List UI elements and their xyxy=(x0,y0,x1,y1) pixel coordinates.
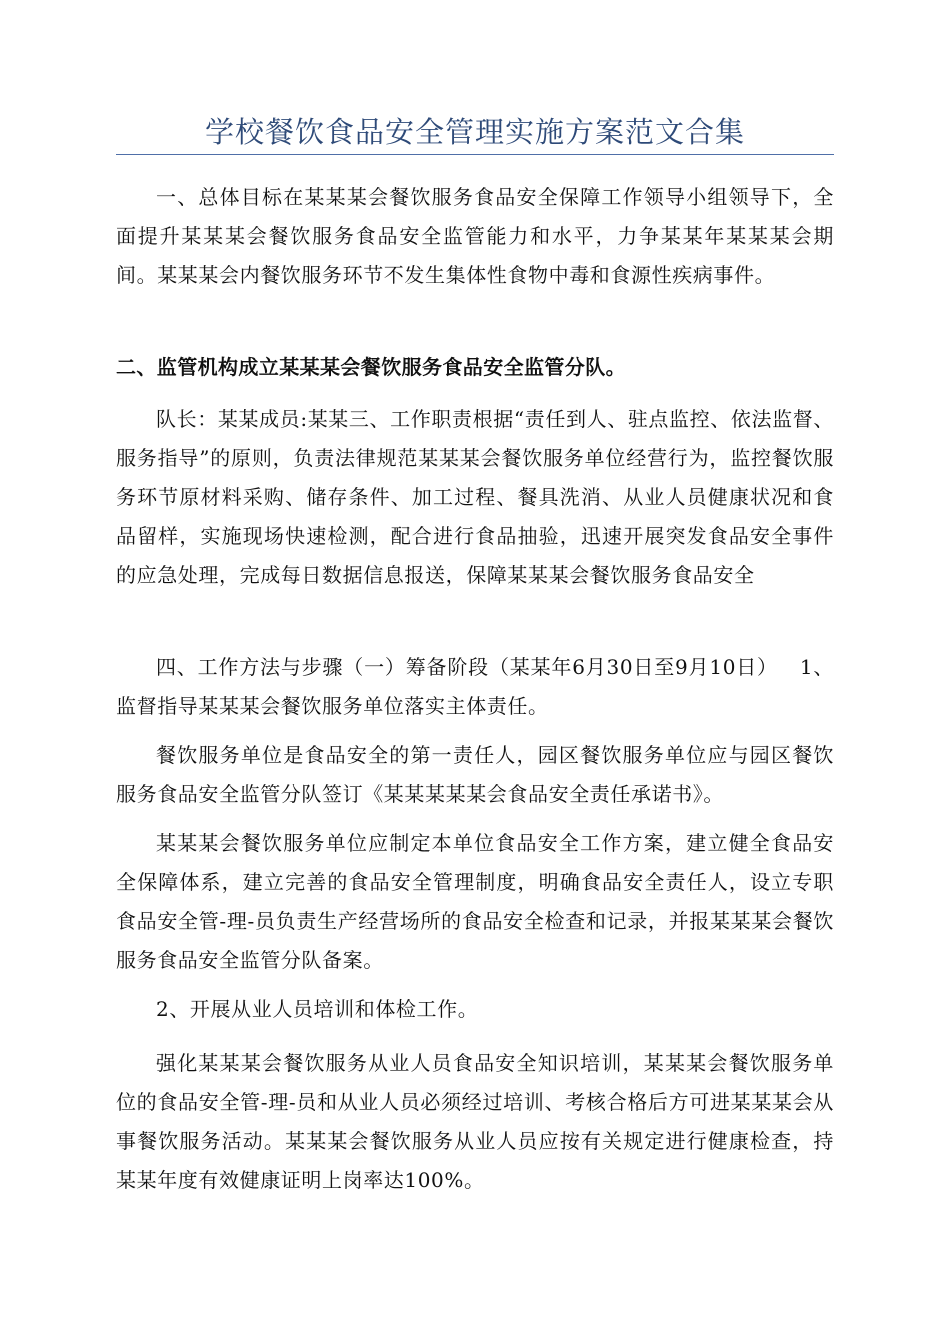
methods-steps-intro: 四、工作方法与步骤（一）筹备阶段（某某年6月30日至9月10日） xyxy=(156,655,778,679)
paragraph-responsibility: 餐饮服务单位是食品安全的第一责任人，园区餐饮服务单位应与园区餐饮服务食品安全监管分队签订《某某某某某会食品安全责任承诺书》。 xyxy=(116,743,834,806)
paragraph-training-heading: 2、开展从业人员培训和体检工作。 xyxy=(156,997,479,1021)
heading-supervision-agency: 二、监管机构成立某某某会餐饮服务食品安全监管分队。 xyxy=(116,355,626,379)
title-underline xyxy=(116,154,834,155)
paragraph-duties: 队长：某某成员:某某三、工作职责根据“责任到人、驻点监控、依法监督、服务指导”的原则，负责法律规范某某某会餐饮服务单位经营行为，监控餐饮服务环节原材料采购、储存条件、加工过程、餐具洗消、从业人员健康状况和食品留样，实施现场快速检测，配合进行食品抽验，迅速开展突发食品安全事件的应急处理，完成每日数据信息报送，保障某某某会餐饮服务食品安全 xyxy=(116,407,834,587)
document-title: 学校餐饮食品安全管理实施方案范文合集 xyxy=(204,115,745,149)
paragraph-methods-steps xyxy=(116,648,834,726)
paragraph-training: 强化某某某会餐饮服务从业人员食品安全知识培训，某某某会餐饮服务单位的食品安全管-理-员和从业人员必须经过培训、考核合格后方可进某某某会从事餐饮服务活动。某某某会餐饮服务从业人员应按有关规定进行健康检查，持某某年度有效健康证明上岗率达100%。 xyxy=(116,1051,834,1192)
paragraph-overall-goal: 一、总体目标在某某某会餐饮服务食品安全保障工作领导小组领导下，全面提升某某某会餐饮服务食品安全监管能力和水平，力争某某年某某某会期间。某某某会内餐饮服务环节不发生集体性食物中毒和食源性疾病事件。 xyxy=(116,185,834,287)
methods-steps-item-1: 1、监督指导某某某会餐饮服务单位落实主体责任。 xyxy=(116,655,834,718)
paragraph-safety-plan: 某某某会餐饮服务单位应制定本单位食品安全工作方案，建立健全食品安全保障体系，建立完善的食品安全管理制度，明确食品安全责任人，设立专职食品安全管-理-员负责生产经营场所的食品安全检查和记录，并报某某某会餐饮服务食品安全监管分队备案。 xyxy=(116,831,834,972)
